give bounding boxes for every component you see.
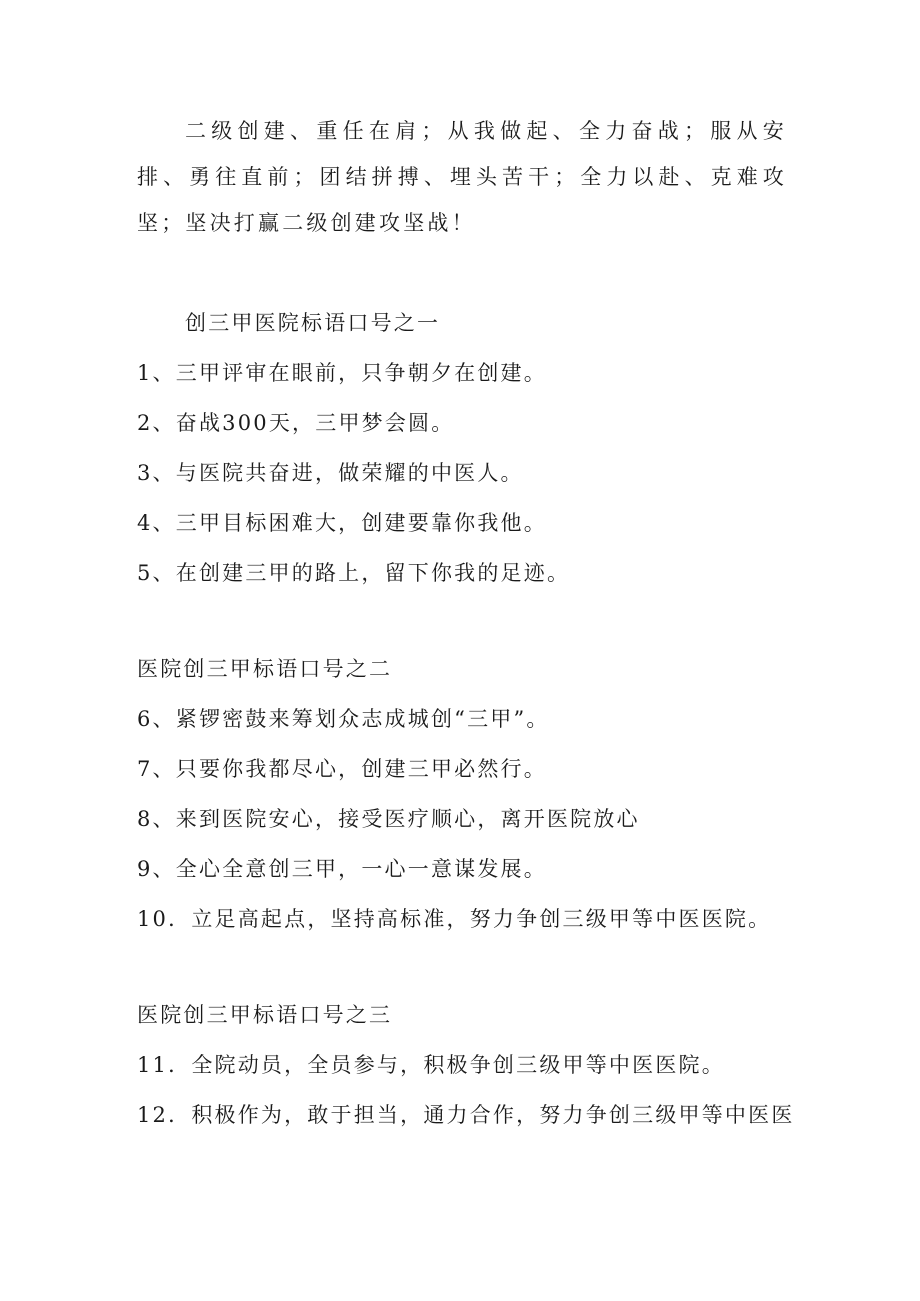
slogan-item: 1、三甲评审在眼前，只争朝夕在创建。 [137,361,547,385]
slogan-item: 6、紧锣密鼓来筹划众志成城创“三甲”。 [137,707,550,731]
section-heading-2: 医院创三甲标语口号之二 [137,657,393,681]
slogan-item: 2、奋战300天，三甲梦会圆。 [137,411,455,435]
slogan-item: 9、全心全意创三甲，一心一意谋发展。 [137,857,547,881]
slogan-item: 3、与医院共奋进，做荣耀的中医人。 [137,461,524,485]
slogan-item: 12．积极作为，敢于担当，通力合作，努力争创三级甲等中医医 [137,1103,795,1127]
slogan-item: 4、三甲目标困难大，创建要靠你我他。 [137,511,547,535]
slogan-item: 11．全院动员，全员参与，积极争创三级甲等中医医院。 [137,1053,725,1077]
slogan-item: 7、只要你我都尽心，创建三甲必然行。 [137,757,547,781]
section-heading-1: 创三甲医院标语口号之一 [185,311,441,335]
slogan-item: 10．立足高起点，坚持高标准，努力争创三级甲等中医医院。 [137,907,772,931]
slogan-item: 5、在创建三甲的路上，留下你我的足迹。 [137,561,571,585]
intro-paragraph: 二级创建、重任在肩；从我做起、全力奋战；服从安排、勇往直前；团结拼搏、埋头苦干；全力以赴、克难攻坚；坚决打赢二级创建攻坚战！ [137,119,787,235]
section-heading-3: 医院创三甲标语口号之三 [137,1003,393,1027]
slogan-item: 8、来到医院安心，接受医疗顺心，离开医院放心 [137,807,640,831]
